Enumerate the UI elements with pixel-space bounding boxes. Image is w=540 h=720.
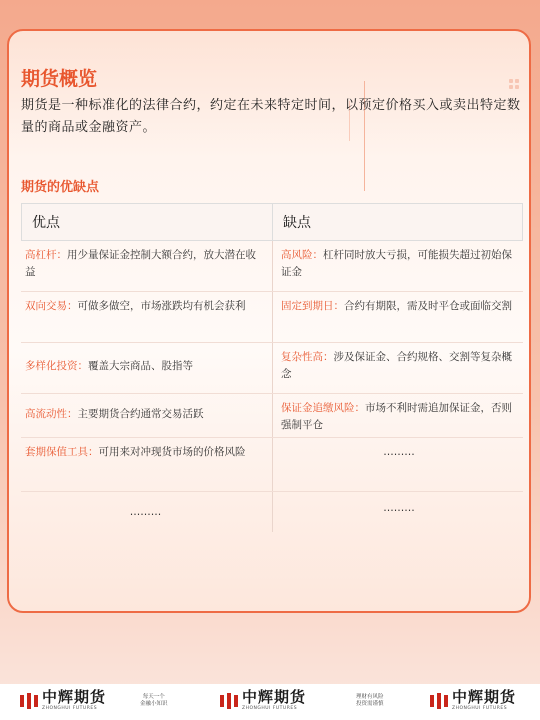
brand-logo	[220, 690, 306, 712]
pros-cons-table	[21, 203, 523, 532]
decorative-dot	[515, 79, 519, 83]
slogan-left	[140, 694, 168, 708]
con-cell	[272, 492, 523, 532]
brand-name-en: ZHONGHUI FUTURES	[242, 706, 298, 711]
pro-cell	[21, 438, 272, 491]
pro-text: 可用来对冲现货市场的价格风险	[98, 446, 246, 458]
table-row	[21, 292, 523, 343]
con-cell	[272, 343, 523, 393]
pro-cell	[21, 241, 272, 291]
brand-logo	[20, 690, 106, 712]
table-row	[21, 343, 523, 394]
decorative-dot	[509, 85, 513, 89]
con-cell	[272, 241, 523, 291]
header-cons: 缺点	[272, 204, 522, 240]
table-row	[21, 492, 523, 532]
logo-mark-icon	[430, 693, 448, 709]
con-text: 合约有期限，需及时平仓或面临交割	[344, 300, 512, 312]
con-text: 涉及保证金、合约规格、交割等复杂概念	[281, 351, 512, 380]
logo-mark-icon	[20, 693, 38, 709]
section-title: 期货概览	[21, 68, 98, 90]
intro-paragraph: 期货是一种标准化的法律合约，约定在未来特定时间，以预定价格买入或卖出特定数量的商品或金融资产。	[21, 98, 521, 135]
pro-text: 可做多做空，市场涨跌均有机会获利	[77, 300, 246, 312]
logo-mark-icon	[220, 693, 238, 709]
con-cell	[272, 394, 523, 437]
decorative-dot	[515, 85, 519, 89]
pros-cons-subtitle: 期货的优缺点	[21, 180, 100, 195]
pro-term: 多样化投资：	[25, 360, 88, 372]
con-cell	[272, 292, 523, 342]
brand-name-en: ZHONGHUI FUTURES	[452, 706, 508, 711]
pro-cell	[21, 394, 272, 437]
con-text: 杠杆同时放大亏损，可能损失超过初始保证金	[281, 249, 512, 278]
pro-term: 套期保值工具：	[25, 446, 99, 458]
ellipsis: ………	[383, 446, 415, 458]
con-term: 高风险：	[281, 249, 323, 261]
content-card	[7, 29, 531, 613]
slogan-right	[356, 694, 384, 708]
brand-logo	[430, 690, 516, 712]
brand-name: 中辉期货	[452, 688, 517, 706]
con-term: 保证金追缴风险：	[281, 402, 365, 414]
brand-name: 中辉期货	[242, 688, 307, 706]
pro-term: 双向交易：	[25, 300, 78, 312]
table-row	[21, 394, 523, 438]
slogan-line: 理财有风险	[356, 694, 384, 700]
table-row	[21, 438, 523, 492]
table-header	[21, 203, 523, 241]
ellipsis: ………	[383, 502, 415, 514]
pro-term: 高杠杆：	[25, 249, 67, 261]
ellipsis: ………	[129, 505, 162, 518]
pro-cell	[21, 492, 272, 532]
pro-cell	[21, 292, 272, 342]
header-pros: 优点	[32, 215, 60, 231]
pro-text: 覆盖大宗商品、股指等	[88, 360, 193, 372]
con-term: 复杂性高：	[281, 351, 334, 363]
con-cell	[272, 438, 523, 491]
pro-text: 用少量保证金控制大额合约，放大潜在收益	[25, 249, 256, 278]
brand-name: 中辉期货	[42, 688, 107, 706]
slogan-line: 金融小知识	[140, 701, 168, 707]
decorative-dot	[509, 79, 513, 83]
con-text: 市场不利时需追加保证金，否则强制平仓	[281, 402, 512, 431]
pro-term: 高流动性：	[25, 408, 78, 420]
pro-cell	[21, 343, 272, 393]
slogan-line: 每天一个	[142, 694, 165, 700]
slogan-line: 投资需谨慎	[356, 701, 384, 707]
pro-text: 主要期货合约通常交易活跃	[77, 408, 204, 420]
con-term: 固定到期日：	[281, 300, 344, 312]
footer-bar	[0, 684, 540, 720]
brand-name-en: ZHONGHUI FUTURES	[42, 706, 98, 711]
table-row	[21, 241, 523, 292]
